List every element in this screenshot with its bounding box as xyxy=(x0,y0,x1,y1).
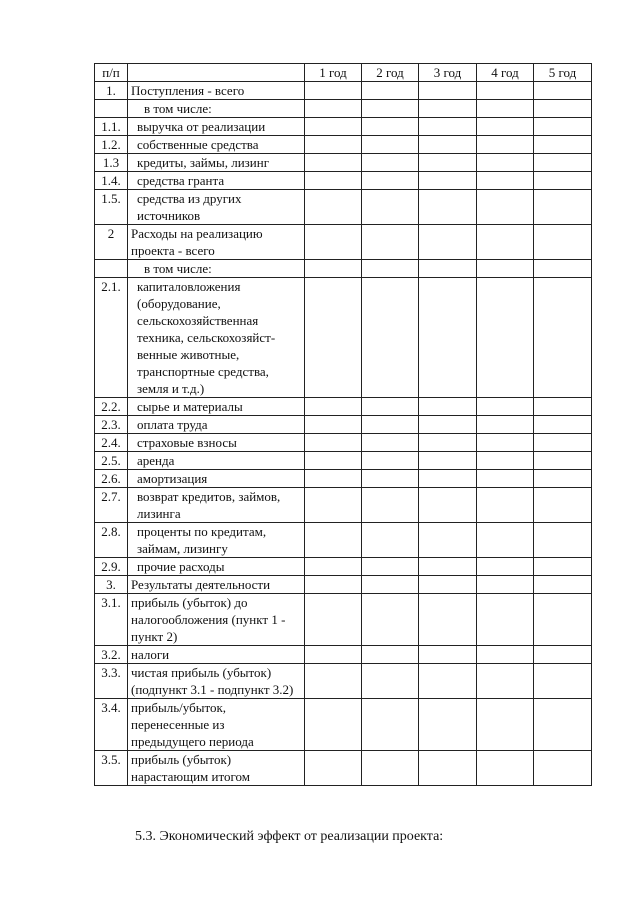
row-label: выручка от реализации xyxy=(128,118,305,136)
year-1-cell[interactable] xyxy=(305,100,362,118)
year-1-cell[interactable] xyxy=(305,278,362,398)
year-3-cell[interactable] xyxy=(419,434,477,452)
year-3-cell[interactable] xyxy=(419,751,477,786)
year-4-cell[interactable] xyxy=(477,172,534,190)
row-label: оплата труда xyxy=(128,416,305,434)
year-4-cell[interactable] xyxy=(477,190,534,225)
year-2-cell[interactable] xyxy=(362,751,419,786)
header-row xyxy=(95,64,592,82)
year-2-cell[interactable] xyxy=(362,154,419,172)
year-2-cell[interactable] xyxy=(362,260,419,278)
row-number: 2.7. xyxy=(95,488,128,523)
header-year-2: 2 год xyxy=(362,64,419,82)
year-5-cell[interactable] xyxy=(534,136,592,154)
table-row xyxy=(95,751,592,786)
year-2-cell[interactable] xyxy=(362,699,419,751)
year-1-cell[interactable] xyxy=(305,416,362,434)
row-number: 2.2. xyxy=(95,398,128,416)
year-4-cell[interactable] xyxy=(477,225,534,260)
year-1-cell[interactable] xyxy=(305,82,362,100)
year-2-cell[interactable] xyxy=(362,82,419,100)
year-5-cell[interactable] xyxy=(534,488,592,523)
row-label: налоги xyxy=(128,646,305,664)
table-body xyxy=(95,82,592,786)
year-2-cell[interactable] xyxy=(362,664,419,699)
year-2-cell[interactable] xyxy=(362,172,419,190)
year-1-cell[interactable] xyxy=(305,434,362,452)
year-3-cell[interactable] xyxy=(419,82,477,100)
year-3-cell[interactable] xyxy=(419,154,477,172)
table-row xyxy=(95,488,592,523)
section-caption: 5.3. Экономический эффект от реализации проекта: xyxy=(135,829,444,844)
year-5-cell[interactable] xyxy=(534,594,592,646)
row-number: 3.5. xyxy=(95,751,128,786)
year-1-cell[interactable] xyxy=(305,751,362,786)
table-row xyxy=(95,136,592,154)
year-5-cell[interactable] xyxy=(534,576,592,594)
year-4-cell[interactable] xyxy=(477,100,534,118)
year-2-cell[interactable] xyxy=(362,278,419,398)
year-1-cell[interactable] xyxy=(305,523,362,558)
year-2-cell[interactable] xyxy=(362,118,419,136)
year-4-cell[interactable] xyxy=(477,470,534,488)
row-number: 3.4. xyxy=(95,699,128,751)
year-5-cell[interactable] xyxy=(534,190,592,225)
table-row xyxy=(95,100,592,118)
year-2-cell[interactable] xyxy=(362,470,419,488)
header-year-5: 5 год xyxy=(534,64,592,82)
table-row xyxy=(95,118,592,136)
header-year-3: 3 год xyxy=(419,64,477,82)
row-number: 2.6. xyxy=(95,470,128,488)
row-number: 2.9. xyxy=(95,558,128,576)
year-2-cell[interactable] xyxy=(362,488,419,523)
table-row xyxy=(95,172,592,190)
year-5-cell[interactable] xyxy=(534,82,592,100)
year-4-cell[interactable] xyxy=(477,260,534,278)
year-1-cell[interactable] xyxy=(305,225,362,260)
year-2-cell[interactable] xyxy=(362,558,419,576)
row-number: 1. xyxy=(95,82,128,100)
row-label: прочие расходы xyxy=(128,558,305,576)
row-label: прибыль (убыток) до налогообложения (пункт 1 - пункт 2) xyxy=(128,594,305,646)
row-number: 2 xyxy=(95,225,128,260)
table-row xyxy=(95,646,592,664)
row-label: прибыль/убыток, перенесенные из предыдущего периода xyxy=(128,699,305,751)
year-3-cell[interactable] xyxy=(419,118,477,136)
year-3-cell[interactable] xyxy=(419,646,477,664)
financial-plan-table xyxy=(94,63,592,786)
year-3-cell[interactable] xyxy=(419,523,477,558)
year-4-cell[interactable] xyxy=(477,278,534,398)
row-number: 3.1. xyxy=(95,594,128,646)
year-3-cell[interactable] xyxy=(419,452,477,470)
year-1-cell[interactable] xyxy=(305,154,362,172)
row-number: 2.1. xyxy=(95,278,128,398)
year-4-cell[interactable] xyxy=(477,434,534,452)
year-2-cell[interactable] xyxy=(362,398,419,416)
year-3-cell[interactable] xyxy=(419,398,477,416)
year-4-cell[interactable] xyxy=(477,523,534,558)
row-number: 3. xyxy=(95,576,128,594)
year-2-cell[interactable] xyxy=(362,523,419,558)
year-2-cell[interactable] xyxy=(362,434,419,452)
year-1-cell[interactable] xyxy=(305,172,362,190)
year-3-cell[interactable] xyxy=(419,100,477,118)
row-number: 3.2. xyxy=(95,646,128,664)
year-2-cell[interactable] xyxy=(362,190,419,225)
year-1-cell[interactable] xyxy=(305,190,362,225)
year-1-cell[interactable] xyxy=(305,488,362,523)
table-row xyxy=(95,470,592,488)
year-1-cell[interactable] xyxy=(305,398,362,416)
year-1-cell[interactable] xyxy=(305,260,362,278)
table-row xyxy=(95,416,592,434)
row-label: Результаты деятельности xyxy=(128,576,305,594)
row-number: 1.5. xyxy=(95,190,128,225)
year-3-cell[interactable] xyxy=(419,558,477,576)
year-4-cell[interactable] xyxy=(477,558,534,576)
row-number: 2.8. xyxy=(95,523,128,558)
row-number: 1.1. xyxy=(95,118,128,136)
table-row xyxy=(95,523,592,558)
row-number: 2.3. xyxy=(95,416,128,434)
year-4-cell[interactable] xyxy=(477,118,534,136)
table-row xyxy=(95,664,592,699)
year-3-cell[interactable] xyxy=(419,172,477,190)
row-label: прибыль (убыток) нарастающим итогом xyxy=(128,751,305,786)
year-1-cell[interactable] xyxy=(305,558,362,576)
row-number: 1.4. xyxy=(95,172,128,190)
year-5-cell[interactable] xyxy=(534,225,592,260)
year-1-cell[interactable] xyxy=(305,452,362,470)
year-1-cell[interactable] xyxy=(305,118,362,136)
year-3-cell[interactable] xyxy=(419,699,477,751)
year-3-cell[interactable] xyxy=(419,488,477,523)
year-4-cell[interactable] xyxy=(477,594,534,646)
year-5-cell[interactable] xyxy=(534,699,592,751)
year-5-cell[interactable] xyxy=(534,118,592,136)
row-label: Расходы на реализацию проекта - всего xyxy=(128,225,305,260)
year-4-cell[interactable] xyxy=(477,699,534,751)
year-1-cell[interactable] xyxy=(305,136,362,154)
table-row xyxy=(95,278,592,398)
table-row xyxy=(95,398,592,416)
year-2-cell[interactable] xyxy=(362,136,419,154)
year-4-cell[interactable] xyxy=(477,452,534,470)
year-2-cell[interactable] xyxy=(362,100,419,118)
row-number: 2.5. xyxy=(95,452,128,470)
year-4-cell[interactable] xyxy=(477,576,534,594)
year-4-cell[interactable] xyxy=(477,751,534,786)
header-year-1: 1 год xyxy=(305,64,362,82)
row-label: собственные средства xyxy=(128,136,305,154)
year-3-cell[interactable] xyxy=(419,136,477,154)
table-row xyxy=(95,225,592,260)
year-5-cell[interactable] xyxy=(534,523,592,558)
year-4-cell[interactable] xyxy=(477,488,534,523)
year-2-cell[interactable] xyxy=(362,646,419,664)
year-1-cell[interactable] xyxy=(305,664,362,699)
year-2-cell[interactable] xyxy=(362,225,419,260)
year-1-cell[interactable] xyxy=(305,646,362,664)
year-4-cell[interactable] xyxy=(477,398,534,416)
year-5-cell[interactable] xyxy=(534,646,592,664)
table-row xyxy=(95,699,592,751)
year-4-cell[interactable] xyxy=(477,416,534,434)
year-5-cell[interactable] xyxy=(534,664,592,699)
year-5-cell[interactable] xyxy=(534,416,592,434)
year-2-cell[interactable] xyxy=(362,594,419,646)
row-number xyxy=(95,100,128,118)
table-row xyxy=(95,594,592,646)
year-4-cell[interactable] xyxy=(477,136,534,154)
row-number: 2.4. xyxy=(95,434,128,452)
year-3-cell[interactable] xyxy=(419,190,477,225)
year-2-cell[interactable] xyxy=(362,576,419,594)
table-row xyxy=(95,434,592,452)
row-label: в том числе: xyxy=(128,260,305,278)
row-label: кредиты, займы, лизинг xyxy=(128,154,305,172)
row-label: средства гранта xyxy=(128,172,305,190)
row-label: средства из других источников xyxy=(128,190,305,225)
year-4-cell[interactable] xyxy=(477,154,534,172)
row-label: проценты по кредитам, займам, лизингу xyxy=(128,523,305,558)
year-4-cell[interactable] xyxy=(477,646,534,664)
row-number: 1.2. xyxy=(95,136,128,154)
year-5-cell[interactable] xyxy=(534,558,592,576)
year-5-cell[interactable] xyxy=(534,154,592,172)
year-5-cell[interactable] xyxy=(534,260,592,278)
year-4-cell[interactable] xyxy=(477,82,534,100)
header-item xyxy=(128,64,305,82)
table-row xyxy=(95,154,592,172)
year-1-cell[interactable] xyxy=(305,470,362,488)
table-row xyxy=(95,82,592,100)
row-label: страховые взносы xyxy=(128,434,305,452)
year-2-cell[interactable] xyxy=(362,452,419,470)
row-label: возврат кредитов, займов, лизинга xyxy=(128,488,305,523)
year-3-cell[interactable] xyxy=(419,225,477,260)
table-row xyxy=(95,576,592,594)
row-number: 1.3 xyxy=(95,154,128,172)
year-2-cell[interactable] xyxy=(362,416,419,434)
row-label: амортизация xyxy=(128,470,305,488)
year-3-cell[interactable] xyxy=(419,416,477,434)
year-3-cell[interactable] xyxy=(419,594,477,646)
year-5-cell[interactable] xyxy=(534,278,592,398)
year-5-cell[interactable] xyxy=(534,434,592,452)
year-1-cell[interactable] xyxy=(305,594,362,646)
year-1-cell[interactable] xyxy=(305,699,362,751)
row-label: в том числе: xyxy=(128,100,305,118)
year-1-cell[interactable] xyxy=(305,576,362,594)
year-5-cell[interactable] xyxy=(534,100,592,118)
table-row xyxy=(95,452,592,470)
table-row xyxy=(95,190,592,225)
header-number: п/п xyxy=(95,64,128,82)
row-label: Поступления - всего xyxy=(128,82,305,100)
year-3-cell[interactable] xyxy=(419,260,477,278)
year-5-cell[interactable] xyxy=(534,172,592,190)
table-row xyxy=(95,260,592,278)
year-3-cell[interactable] xyxy=(419,278,477,398)
year-3-cell[interactable] xyxy=(419,470,477,488)
year-3-cell[interactable] xyxy=(419,664,477,699)
row-label: чистая прибыль (убыток) (подпункт 3.1 - подпункт 3.2) xyxy=(128,664,305,699)
row-label: капиталовложения (оборудование, сельскохозяйственная техника, сельскохозяйст-венные животные, транспортные средства, земля и т.д.) xyxy=(128,278,305,398)
header-year-4: 4 год xyxy=(477,64,534,82)
year-3-cell[interactable] xyxy=(419,576,477,594)
row-number: 3.3. xyxy=(95,664,128,699)
row-number xyxy=(95,260,128,278)
year-5-cell[interactable] xyxy=(534,470,592,488)
year-5-cell[interactable] xyxy=(534,452,592,470)
table-row xyxy=(95,558,592,576)
row-label: аренда xyxy=(128,452,305,470)
year-5-cell[interactable] xyxy=(534,398,592,416)
year-4-cell[interactable] xyxy=(477,664,534,699)
year-5-cell[interactable] xyxy=(534,751,592,786)
row-label: сырье и материалы xyxy=(128,398,305,416)
